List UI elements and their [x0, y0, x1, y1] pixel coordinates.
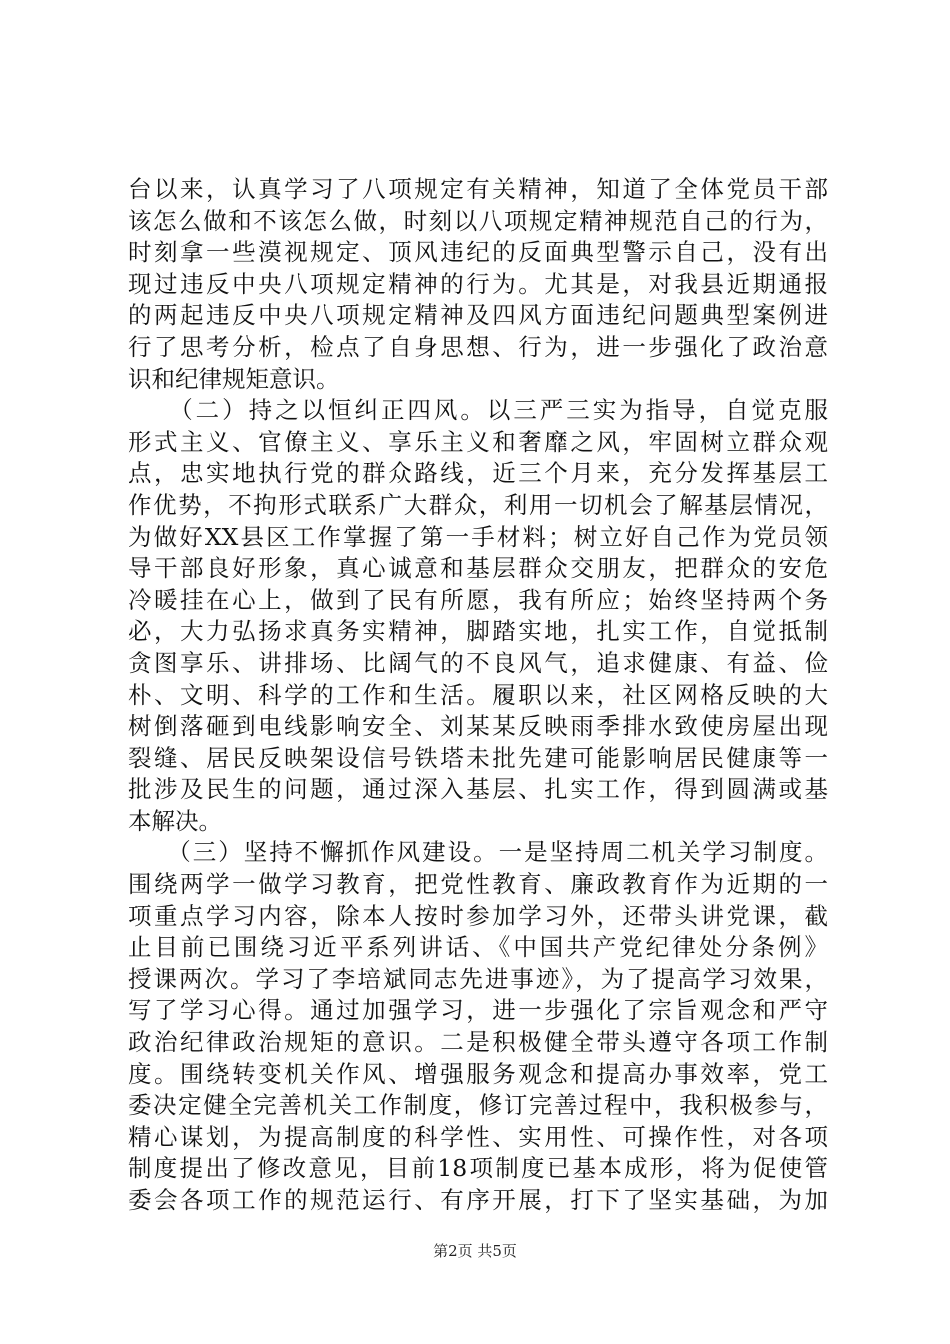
text-line: 行了思考分析，检点了自身思想、行为，进一步强化了政治意: [128, 332, 828, 361]
page-number-footer: 第2页 共5页: [433, 1242, 517, 1260]
text-line: 政治纪律政治规矩的意识。二是积极健全带头遵守各项工作制: [128, 1028, 828, 1057]
text-line: 导干部良好形象，真心诚意和基层群众交朋友，把群众的安危: [128, 554, 828, 583]
text-line: 识和纪律规矩意识。: [128, 364, 340, 393]
text-line: 批涉及民生的问题，通过深入基层、扎实工作，得到圆满或基: [128, 775, 828, 804]
text-line: （二）持之以恒纠正四风。以三严三实为指导，自觉克服: [128, 396, 828, 425]
text-line: 裂缝、居民反映架设信号铁塔未批先建可能影响居民健康等一: [128, 743, 828, 772]
text-line: 止目前已围绕习近平系列讲话、《中国共产党纪律处分条例》: [128, 933, 828, 962]
text-line: 朴、文明、科学的工作和生活。履职以来，社区网格反映的大: [128, 680, 828, 709]
text-line: 制度提出了修改意见，目前18项制度已基本成形，将为促使管: [128, 1154, 828, 1183]
text-line: 精心谋划，为提高制度的科学性、实用性、可操作性，对各项: [128, 1122, 828, 1151]
document-body: [128, 174, 828, 1217]
text-line: 本解决。: [128, 806, 222, 835]
text-line: 树倒落砸到电线影响安全、刘某某反映雨季排水致使房屋出现: [128, 712, 828, 741]
text-line: 点，忠实地执行党的群众路线，近三个月来，充分发挥基层工: [128, 459, 828, 488]
text-line: 项重点学习内容，除本人按时参加学习外，还带头讲党课，截: [128, 901, 828, 930]
text-line: 围绕两学一做学习教育，把党性教育、廉政教育作为近期的一: [128, 870, 828, 899]
text-line: 该怎么做和不该怎么做，时刻以八项规定精神规范自己的行为，: [128, 206, 828, 235]
text-line: 台以来，认真学习了八项规定有关精神，知道了全体党员干部: [128, 175, 828, 203]
text-line: 冷暖挂在心上，做到了民有所愿，我有所应；始终坚持两个务: [128, 585, 828, 614]
text-line: 委决定健全完善机关工作制度，修订完善过程中，我积极参与，: [128, 1091, 828, 1120]
text-line: 现过违反中央八项规定精神的行为。尤其是，对我县近期通报: [128, 269, 828, 298]
text-line: 形式主义、官僚主义、享乐主义和奢靡之风，牢固树立群众观: [128, 427, 828, 456]
text-line: 贪图享乐、讲排场、比阔气的不良风气，追求健康、有益、俭: [128, 648, 828, 677]
text-line: 授课两次。学习了李培斌同志先进事迹》，为了提高学习效果，: [128, 964, 828, 993]
text-line: 为做好XX县区工作掌握了第一手材料；树立好自己作为党员领: [128, 522, 828, 551]
text-line: 时刻拿一些漠视规定、顶风违纪的反面典型警示自己，没有出: [128, 238, 828, 267]
text-line: 委会各项工作的规范运行、有序开展，打下了坚实基础，为加: [128, 1186, 828, 1214]
text-line: 写了学习心得。通过加强学习，进一步强化了宗旨观念和严守: [128, 996, 828, 1025]
text-line: 作优势，不拘形式联系广大群众，利用一切机会了解基层情况，: [128, 490, 828, 519]
text-line: 必，大力弘扬求真务实精神，脚踏实地，扎实工作，自觉抵制: [128, 617, 828, 646]
text-line: 的两起违反中央八项规定精神及四风方面违纪问题典型案例进: [128, 301, 828, 330]
text-line: 度。围绕转变机关作风、增强服务观念和提高办事效率，党工: [128, 1059, 828, 1088]
text-line: （三）坚持不懈抓作风建设。一是坚持周二机关学习制度。: [128, 838, 828, 867]
